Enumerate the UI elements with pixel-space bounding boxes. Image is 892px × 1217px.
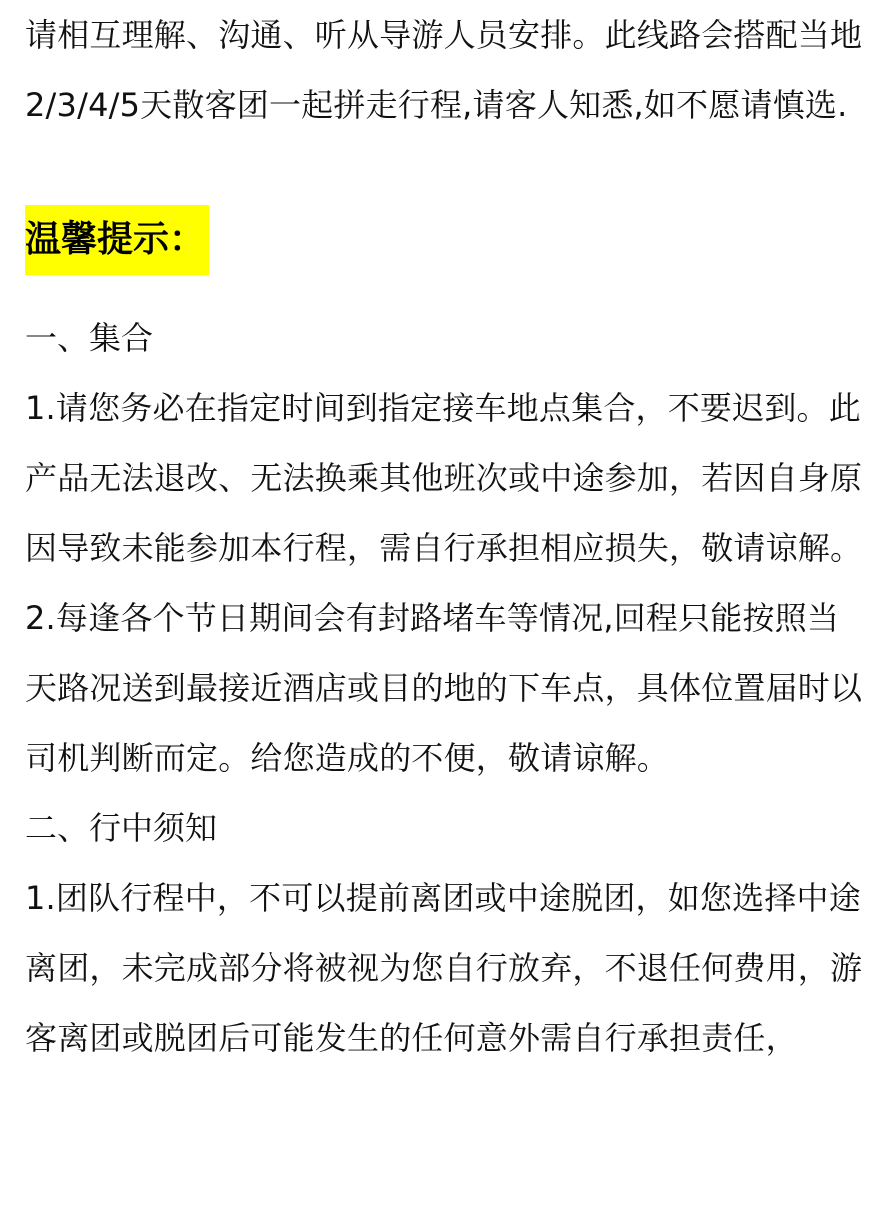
assembly-item-1: 1.请您务必在指定时间到指定接车地点集合，不要迟到。此产品无法退改、无法换乘其他班次或中途参加，若因自身原因导致未能参加本行程，需自行承担相应损失，敬请谅解。: [25, 389, 863, 567]
tip-heading: 温馨提示：: [25, 205, 209, 275]
article-content: [25, 0, 867, 1073]
section-title-trip-notes: 二、行中须知: [25, 809, 218, 847]
assembly-item-2: 2.每逢各个节日期间会有封路堵车等情况,回程只能按照当天路况送到最接近酒店或目的地的下车点，具体位置届时以司机判断而定。给您造成的不便，敬请谅解。: [25, 599, 863, 777]
tip-heading-wrapper: [25, 205, 867, 275]
section-title-assembly: 一、集合: [25, 319, 154, 357]
intro-paragraph: 请相互理解、沟通、听从导游人员安排。此线路会搭配当地2/3/4/5天散客团一起拼走行程,请客人知悉,如不愿请慎选.: [25, 16, 863, 124]
trip-notes-item-1: 1.团队行程中，不可以提前离团或中途脱团，如您选择中途离团，未完成部分将被视为您自行放弃，不退任何费用，游客离团或脱团后可能发生的任何意外需自行承担责任，: [25, 879, 863, 1057]
